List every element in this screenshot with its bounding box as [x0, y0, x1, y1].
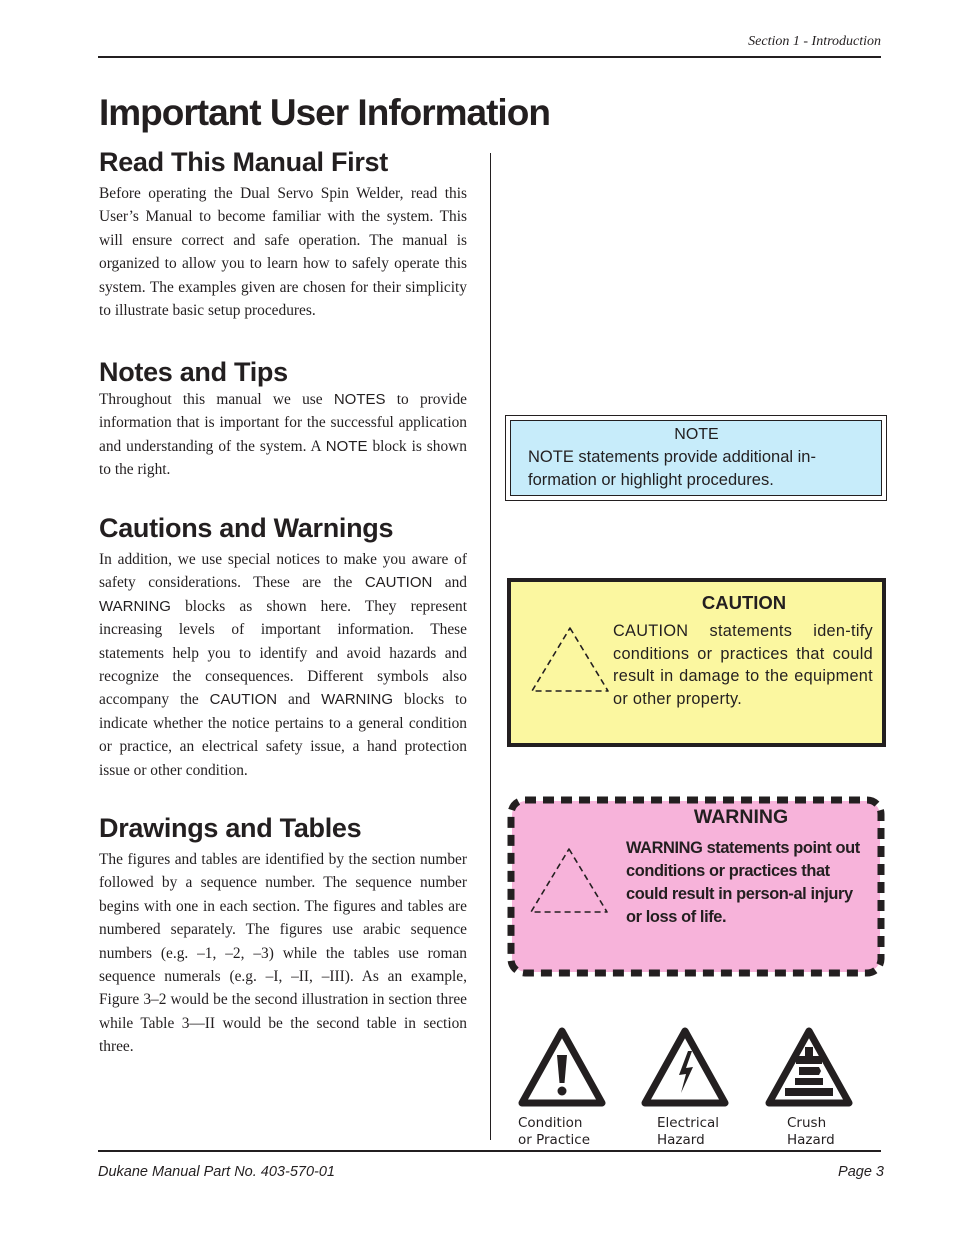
- cautions-warnings-heading: Cautions and Warnings: [99, 513, 394, 543]
- note-term: NOTE: [325, 437, 368, 455]
- hazard-crush-label: [787, 1115, 865, 1149]
- notes-term: NOTES: [333, 391, 386, 408]
- header-rule: [98, 56, 881, 58]
- notes-tips-text-3: block is shown to the right.: [99, 437, 467, 479]
- warning-term-2: WARNING: [321, 691, 394, 709]
- warning-box: [506, 795, 886, 978]
- hazard-condition-line2: or Practice: [518, 1132, 591, 1148]
- caution-term-2: CAUTION: [209, 691, 278, 709]
- note-box: [505, 415, 887, 501]
- note-box-inner: [510, 420, 882, 496]
- drawings-tables-body: The figures and tables are identified by the section number followed by a sequence number. The sequence number begins with one in each section. The figures and tables are numbered separately. The figures use arabic sequence numbers (e.g. –1, –2, –3) while the tables use roman sequence numerals (e.g. –I, –II, –III). As an example, Figure 3–2 would be the second illustration in section three while Table 3—II would be the second table in section three.: [99, 851, 467, 1056]
- hazard-electrical-line1: Electrical: [657, 1115, 720, 1131]
- cw-text-2: and: [444, 574, 467, 592]
- note-title: NOTE: [674, 426, 719, 443]
- column-divider: [490, 153, 491, 1140]
- hazard-electrical-line2: Hazard: [657, 1132, 705, 1148]
- hazard-condition-line1: Condition: [518, 1115, 583, 1131]
- section-header: Section 1 - Introduction: [748, 34, 881, 49]
- cw-text-3: blocks as shown here. They represent increasing levels of important information. These statements help you to identify and avoid hazards and recognize the consequences. Different symbols also accompany the: [99, 597, 467, 709]
- hazard-electrical-label: [657, 1115, 741, 1149]
- warning-title: WARNING: [693, 806, 789, 828]
- crush-hazard-icon: [765, 1025, 853, 1109]
- page-title: Important User Information: [99, 92, 550, 133]
- notes-tips-text-1: Throughout this manual we use: [99, 391, 323, 408]
- read-manual-heading: Read This Manual First: [99, 147, 388, 177]
- cw-text-4: and: [288, 691, 311, 709]
- warning-term: WARNING: [99, 597, 171, 615]
- footer-page-number: Page 3: [838, 1164, 884, 1180]
- hazard-crush-line1: Crush: [787, 1115, 827, 1131]
- electrical-hazard-icon: [641, 1025, 729, 1109]
- hazard-crush: [765, 1025, 865, 1149]
- notes-tips-body: [99, 388, 467, 482]
- caution-box: [507, 578, 886, 747]
- notes-tips-heading: Notes and Tips: [99, 357, 288, 387]
- footer-part-number: Dukane Manual Part No. 403-570-01: [98, 1164, 335, 1180]
- footer-rule: [98, 1150, 881, 1152]
- note-body: NOTE statements provide additional in-formation or highlight procedures.: [528, 448, 816, 489]
- hazard-electrical: [641, 1025, 741, 1149]
- cw-text-1: In addition, we use special notices to make you aware of safety considerations. These are the: [99, 551, 467, 592]
- caution-title: CAUTION: [701, 592, 787, 613]
- warning-body: WARNING statements point out conditions or practices that could result in person-al injury or loss of life.: [626, 839, 860, 926]
- hazard-crush-line2: Hazard: [787, 1132, 835, 1148]
- caution-body: CAUTION statements iden-tify conditions or practices that could result in damage to the equipment or other property.: [613, 622, 873, 708]
- hazard-condition-label: [518, 1115, 618, 1149]
- hazard-condition: [518, 1025, 618, 1149]
- notes-tips-section: [99, 356, 467, 482]
- caution-triangle-icon: [528, 624, 612, 696]
- exclamation-warning-icon: [518, 1025, 606, 1109]
- cw-text-5: blocks to indicate whether the notice pertains to a general condition or practice, an electrical safety issue, a hand protection issue or other condition.: [99, 691, 467, 779]
- cautions-warnings-body: [99, 548, 467, 782]
- read-manual-section: [99, 146, 467, 322]
- warning-triangle-icon: [527, 845, 611, 917]
- drawings-tables-section: [99, 812, 467, 1059]
- caution-term: CAUTION: [364, 574, 433, 592]
- cautions-warnings-section: [99, 512, 467, 782]
- notes-tips-text-2: to provide information that is important for the successful application and understanding of the system. A: [99, 391, 467, 455]
- drawings-tables-heading: Drawings and Tables: [99, 813, 362, 843]
- read-manual-body: Before operating the Dual Servo Spin Welder, read this User’s Manual to become familiar with the system. This will ensure correct and safe operation. The manual is organized to allow you to learn how to safely operate this system. The examples given are chosen for their simplicity to illustrate basic setup procedures.: [99, 185, 467, 320]
